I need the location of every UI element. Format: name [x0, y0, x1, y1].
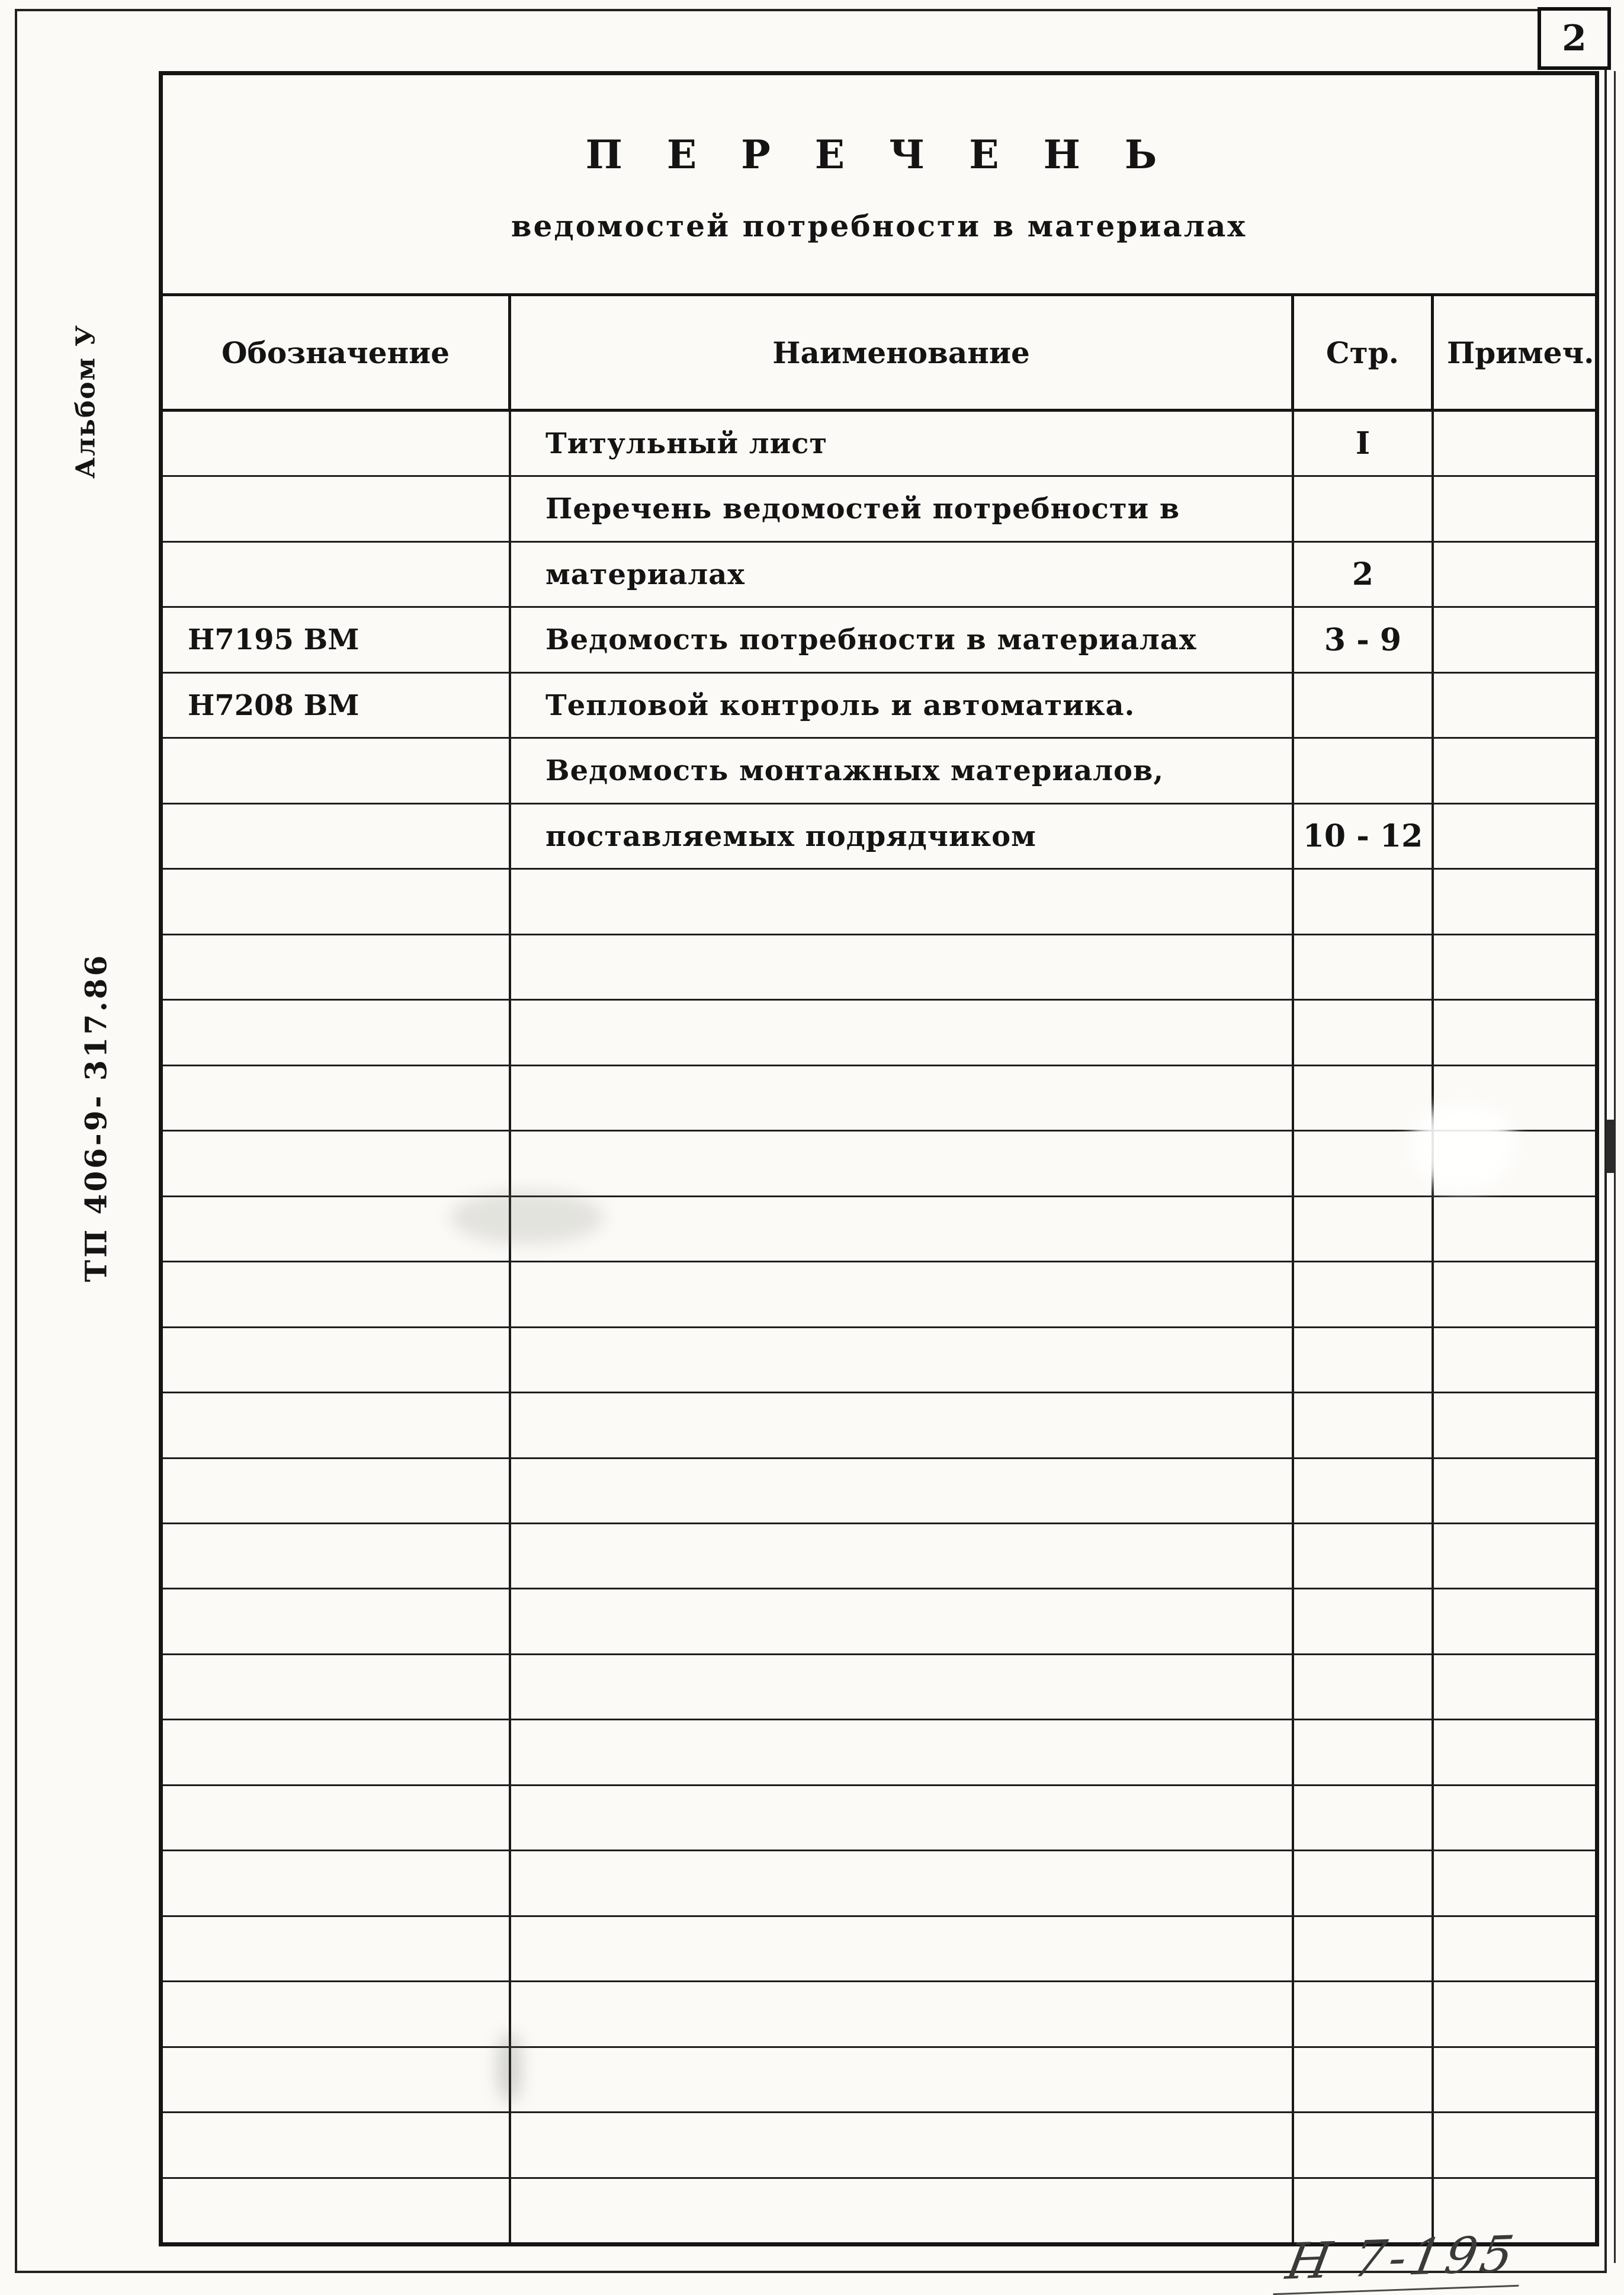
- cell-designation: [163, 739, 511, 802]
- cell-name: [511, 1459, 1294, 1522]
- cell-note: [1434, 674, 1595, 737]
- cell-name: [511, 1132, 1294, 1195]
- cell-page: [1294, 2048, 1434, 2111]
- table-row: [163, 1262, 1595, 1328]
- table-row: [163, 1589, 1595, 1655]
- cell-name: Ведомость монтажных материалов,: [511, 739, 1294, 802]
- cell-page: [1294, 1720, 1434, 1784]
- cell-note: [1434, 1589, 1595, 1653]
- cell-designation: [163, 1917, 511, 1980]
- cell-page: [1294, 1524, 1434, 1588]
- table-row: [163, 1066, 1595, 1132]
- document-title: П Е Р Е Ч Е Н Ь: [585, 131, 1173, 178]
- cell-note: [1434, 2113, 1595, 2177]
- cell-note: [1434, 1001, 1595, 1064]
- cell-designation: [163, 2113, 511, 2177]
- document-subtitle: ведомостей потребности в материалах: [511, 208, 1247, 243]
- cell-name: [511, 1917, 1294, 1980]
- cell-designation: [163, 412, 511, 475]
- cell-page: [1294, 2113, 1434, 2177]
- cell-designation: [163, 477, 511, 540]
- table-row: [163, 477, 1595, 542]
- series-margin-label: ТП 406-9- 317.86: [78, 953, 114, 1283]
- table-row: [163, 1328, 1595, 1393]
- cell-note: [1434, 1917, 1595, 1980]
- table-row: [163, 1459, 1595, 1524]
- cell-page: I: [1294, 412, 1434, 475]
- cell-designation: [163, 1262, 511, 1326]
- table-row: [163, 608, 1595, 673]
- header-designation: Обозначение: [163, 296, 511, 409]
- cell-designation: [163, 1393, 511, 1457]
- cell-note: [1434, 1132, 1595, 1195]
- table-row: [163, 674, 1595, 739]
- cell-note: [1434, 1393, 1595, 1457]
- scan-artifact: [1606, 1120, 1615, 1173]
- album-margin-label: Альбом У: [70, 324, 101, 479]
- cell-designation: [163, 1851, 511, 1915]
- cell-note: [1434, 1982, 1595, 2046]
- cell-name: [511, 1393, 1294, 1457]
- cell-designation: [163, 1001, 511, 1064]
- cell-note: [1434, 1720, 1595, 1784]
- cell-note: [1434, 739, 1595, 802]
- cell-name: поставляемых подрядчиком: [511, 804, 1294, 868]
- cell-designation: [163, 543, 511, 606]
- cell-designation: [163, 1655, 511, 1719]
- table-row: [163, 804, 1595, 870]
- cell-designation: [163, 1524, 511, 1588]
- cell-note: [1434, 1197, 1595, 1261]
- cell-name: [511, 2048, 1294, 2111]
- cell-page: [1294, 1328, 1434, 1392]
- cell-name: [511, 1982, 1294, 2046]
- cell-name: Тепловой контроль и автоматика.: [511, 674, 1294, 737]
- cell-note: [1434, 477, 1595, 540]
- cell-page: [1294, 739, 1434, 802]
- cell-name: [511, 1001, 1294, 1064]
- table-row: [163, 412, 1595, 477]
- cell-name: материалах: [511, 543, 1294, 606]
- cell-note: [1434, 1655, 1595, 1719]
- cell-page: [1294, 1851, 1434, 1915]
- table-row: [163, 870, 1595, 935]
- cell-designation: [163, 870, 511, 933]
- cell-designation: [163, 935, 511, 999]
- cell-name: [511, 1262, 1294, 1326]
- table-row: [163, 1197, 1595, 1262]
- cell-page: [1294, 1262, 1434, 1326]
- cell-note: [1434, 1262, 1595, 1326]
- cell-name: [511, 1524, 1294, 1588]
- table-row: [163, 1720, 1595, 1786]
- table-row: [163, 1851, 1595, 1916]
- table-row: [163, 935, 1595, 1001]
- cell-page: [1294, 1459, 1434, 1522]
- header-page: Стр.: [1294, 296, 1434, 409]
- table-row: [163, 1786, 1595, 1851]
- table-row: [163, 1001, 1595, 1066]
- cell-designation: [163, 1066, 511, 1130]
- cell-designation: [163, 1197, 511, 1261]
- cell-note: [1434, 1066, 1595, 1130]
- table-row: [163, 739, 1595, 804]
- cell-page: [1294, 674, 1434, 737]
- cell-designation: [163, 1786, 511, 1850]
- cell-note: [1434, 1524, 1595, 1588]
- cell-name: [511, 870, 1294, 933]
- cell-page: [1294, 870, 1434, 933]
- header-name: Наименование: [511, 296, 1294, 409]
- cell-page: 10 - 12: [1294, 804, 1434, 868]
- header-note: Примеч.: [1447, 335, 1594, 370]
- cell-designation: [163, 1982, 511, 2046]
- table-row: [163, 1524, 1595, 1589]
- cell-name: [511, 1328, 1294, 1392]
- page-number: 2: [1562, 18, 1587, 59]
- cell-page: [1294, 1393, 1434, 1457]
- cell-name: Титульный лист: [511, 412, 1294, 475]
- cell-note: [1434, 1459, 1595, 1522]
- cell-note: [1434, 2048, 1595, 2111]
- cell-name: [511, 1589, 1294, 1653]
- cell-name: [511, 1066, 1294, 1130]
- cell-designation: [163, 2048, 511, 2111]
- cell-name: Ведомость потребности в материалах: [511, 608, 1294, 671]
- cell-designation: [163, 1459, 511, 1522]
- table-row: [163, 1917, 1595, 1982]
- handwritten-note: Н 7-195: [1273, 2225, 1530, 2295]
- cell-designation: [163, 2179, 511, 2242]
- cell-page: [1294, 1589, 1434, 1653]
- cell-name: [511, 1786, 1294, 1850]
- table-row: [163, 1132, 1595, 1197]
- table-header-row: [163, 293, 1595, 412]
- cell-note: [1434, 804, 1595, 868]
- cell-name: [511, 1197, 1294, 1261]
- cell-page: [1294, 1917, 1434, 1980]
- cell-note: [1434, 608, 1595, 671]
- cell-note: [1434, 1786, 1595, 1850]
- cell-note: [1434, 935, 1595, 999]
- cell-page: [1294, 1655, 1434, 1719]
- cell-name: [511, 1720, 1294, 1784]
- table-row: [163, 2048, 1595, 2113]
- cell-designation: Н7195 ВМ: [163, 608, 511, 671]
- table-row: [163, 543, 1595, 608]
- cell-name: [511, 2113, 1294, 2177]
- cell-page: [1294, 477, 1434, 540]
- table-row: [163, 1393, 1595, 1459]
- materials-list-table: [159, 71, 1599, 2246]
- table-row: [163, 1655, 1595, 1720]
- cell-page: [1294, 1001, 1434, 1064]
- cell-page: [1294, 1982, 1434, 2046]
- page-number-box: [1538, 7, 1611, 70]
- cell-page: [1294, 1197, 1434, 1261]
- cell-name: [511, 1655, 1294, 1719]
- cell-designation: [163, 1132, 511, 1195]
- cell-page: 2: [1294, 543, 1434, 606]
- cell-page: [1294, 1066, 1434, 1130]
- cell-note: [1434, 412, 1595, 475]
- cell-designation: Н7208 ВМ: [163, 674, 511, 737]
- table-rows: [163, 412, 1595, 2242]
- cell-page: [1294, 935, 1434, 999]
- cell-name: [511, 935, 1294, 999]
- cell-note: [1434, 543, 1595, 606]
- cell-designation: [163, 1589, 511, 1653]
- cell-note: [1434, 1328, 1595, 1392]
- cell-page: [1294, 1786, 1434, 1850]
- document-title-block: [163, 75, 1595, 293]
- cell-name: [511, 1851, 1294, 1915]
- cell-page: 3 - 9: [1294, 608, 1434, 671]
- cell-name: Перечень ведомостей потребности в: [511, 477, 1294, 540]
- table-row: [163, 1982, 1595, 2047]
- cell-designation: [163, 804, 511, 868]
- cell-name: [511, 2179, 1294, 2242]
- cell-note: [1434, 1851, 1595, 1915]
- cell-designation: [163, 1328, 511, 1392]
- cell-note: [1434, 870, 1595, 933]
- table-row: [163, 2113, 1595, 2178]
- cell-designation: [163, 1720, 511, 1784]
- cell-page: [1294, 1132, 1434, 1195]
